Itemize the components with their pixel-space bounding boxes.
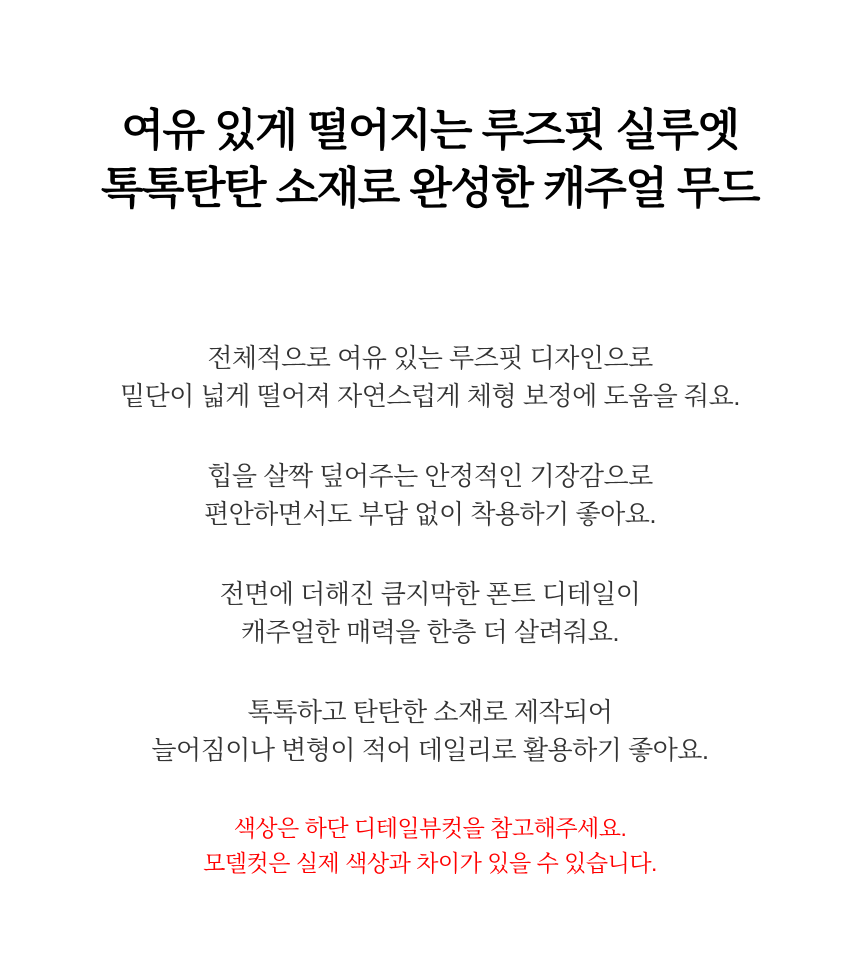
notice-line-2: 모델컷은 실제 색상과 차이가 있을 수 있습니다. xyxy=(203,850,657,876)
color-notice xyxy=(0,811,860,881)
headline xyxy=(0,102,860,218)
paragraph-line: 톡톡하고 탄탄한 소재로 제작되어 xyxy=(247,697,613,727)
paragraph-line: 늘어짐이나 변형이 적어 데일리로 활용하기 좋아요. xyxy=(151,735,709,765)
paragraph-line: 전면에 더해진 큼지막한 폰트 디테일이 xyxy=(219,579,641,609)
paragraph-line: 밑단이 넓게 떨어져 자연스럽게 체형 보정에 도움을 줘요. xyxy=(120,381,740,411)
description-paragraph-length xyxy=(0,457,860,533)
description-body xyxy=(0,339,860,769)
paragraph-line: 편안하면서도 부담 없이 착용하기 좋아요. xyxy=(203,499,657,529)
headline-line-2: 톡톡탄탄 소재로 완성한 캐주얼 무드 xyxy=(101,164,759,213)
description-paragraph-material xyxy=(0,693,860,769)
description-paragraph-detail xyxy=(0,575,860,651)
paragraph-line: 전체적으로 여유 있는 루즈핏 디자인으로 xyxy=(207,343,653,373)
headline-line-1: 여유 있게 떨어지는 루즈핏 실루엣 xyxy=(121,106,739,155)
paragraph-line: 캐주얼한 매력을 한층 더 살려줘요. xyxy=(240,617,620,647)
paragraph-line: 힙을 살짝 덮어주는 안정적인 기장감으로 xyxy=(207,461,653,491)
notice-line-1: 색상은 하단 디테일뷰컷을 참고해주세요. xyxy=(233,815,627,841)
description-paragraph-fit xyxy=(0,339,860,415)
